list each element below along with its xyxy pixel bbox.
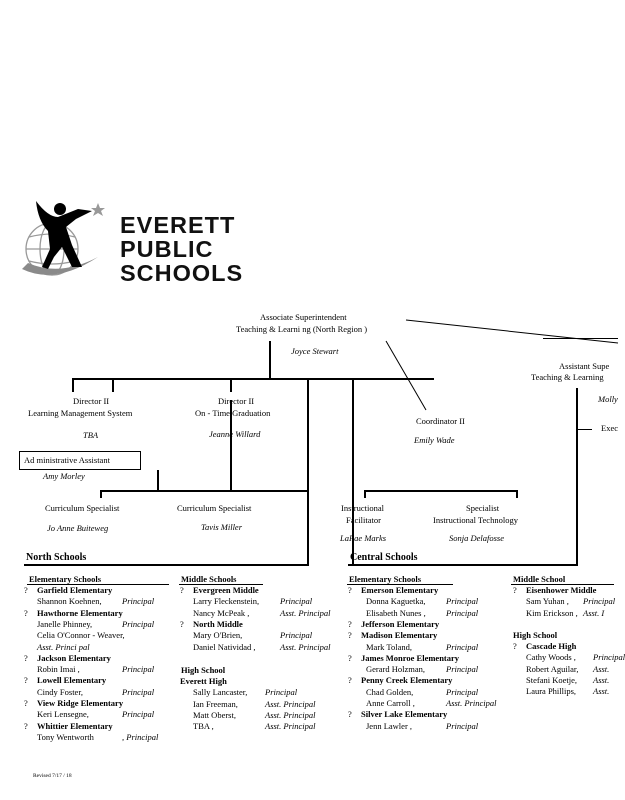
logo-emblem-icon xyxy=(20,197,110,287)
central-schools-header: Central Schools xyxy=(350,552,418,563)
staff-role: Principal xyxy=(446,641,479,652)
line-north-trunk xyxy=(307,378,309,565)
staff-role: Principal xyxy=(122,618,155,629)
line-central-right xyxy=(576,388,578,565)
staff-name: Cindy Foster, xyxy=(37,686,83,697)
staff-name: Stefani Koetje, xyxy=(526,674,577,685)
staff-name: Anne Carroll , xyxy=(366,698,415,708)
dir-grad-name: Jeanne Willard xyxy=(209,429,261,439)
north-elementary-list xyxy=(24,586,174,746)
staff-name: Chad Golden, xyxy=(366,686,414,697)
school-name: Jefferson Elementary xyxy=(361,618,440,629)
school-name: Eisenhower Middle xyxy=(526,585,597,595)
line-assoc-down xyxy=(269,341,271,379)
school-name: Everett High xyxy=(180,676,227,686)
line-left-drop xyxy=(72,378,74,392)
logo-text-everett: EVERETT xyxy=(120,212,236,238)
assoc-central-title1: Assistant Supe xyxy=(559,361,610,371)
line-curriculum-bar xyxy=(100,490,307,492)
line-dir-grad xyxy=(230,378,232,392)
assoc-north-title2: Teaching & Learni ng (North Region ) xyxy=(236,324,368,334)
school-name: Whittier Elementary xyxy=(37,720,113,731)
curr-spec-2-title: Curriculum Specialist xyxy=(177,503,252,513)
staff-name: Robin Imai , xyxy=(37,664,80,675)
line-director-bar xyxy=(72,378,434,380)
staff-name: Donna Kaguetka, xyxy=(366,596,426,607)
staff-name: Mary O'Brien, xyxy=(193,630,243,641)
staff-role: Asst. Principal xyxy=(265,721,316,732)
bullet-icon: ? xyxy=(24,652,28,663)
staff-name: Celia O'Connor - Weaver, xyxy=(37,630,125,641)
bullet-icon: ? xyxy=(348,618,352,629)
dir-grad-title2: On - Time Graduation xyxy=(195,408,271,418)
central-elementary-list xyxy=(348,586,508,746)
instr-tech-name: Sonja Delafosse xyxy=(449,533,505,543)
staff-role: Principal xyxy=(280,596,313,607)
school-name: Lowell Elementary xyxy=(37,675,107,686)
staff-name: Shannon Koehnen, xyxy=(37,596,102,607)
school-name: James Monroe Elementary xyxy=(361,652,460,663)
assoc-north-name: Joyce Stewart xyxy=(291,346,339,356)
north-middle-header: Middle Schools xyxy=(181,574,237,584)
bullet-icon: ? xyxy=(348,652,352,663)
assoc-central-title2: Teaching & Learning xyxy=(531,372,604,382)
staff-name: Matt Oberst, xyxy=(193,709,236,720)
staff-name: Elisabeth Nunes , xyxy=(366,607,426,618)
admin-assistant-name: Amy Morley xyxy=(43,471,85,481)
school-name: Jackson Elementary xyxy=(37,652,111,663)
assoc-central-sub: Exec xyxy=(601,423,618,433)
staff-name: Ian Freeman, xyxy=(193,698,238,709)
staff-role: Principal xyxy=(446,607,479,618)
instr-facilitator-name: LaRae Marks xyxy=(340,533,387,543)
staff-name: Robert Aguilar, xyxy=(526,663,579,674)
staff-name: Tony Wentworth xyxy=(37,731,94,742)
school-name: Evergreen Middle xyxy=(193,585,259,595)
staff-name: Gerard Holzman, xyxy=(366,664,426,675)
staff-name: TBA , xyxy=(193,721,214,732)
north-high-header: High School xyxy=(181,665,226,675)
curr-spec-1-title: Curriculum Specialist xyxy=(45,503,120,513)
logo-text-public: PUBLIC xyxy=(120,236,214,262)
bullet-icon: ? xyxy=(180,585,184,595)
line-instr1 xyxy=(364,490,366,498)
staff-role: Principal xyxy=(122,596,155,607)
staff-role: Asst. xyxy=(593,674,610,685)
staff-role: Asst. Princi pal xyxy=(37,641,90,652)
staff-role: Principal xyxy=(583,596,616,607)
staff-role: Principal xyxy=(122,686,155,697)
staff-role: Principal xyxy=(446,686,479,697)
staff-name: Cathy Woods , xyxy=(526,652,576,663)
assoc-north-title1: Associate Superintendent xyxy=(260,312,347,322)
logo-text-schools: SCHOOLS xyxy=(120,260,244,286)
dir-systems-title1: Director II xyxy=(73,396,110,406)
bullet-icon: ? xyxy=(513,585,517,595)
north-middle-list xyxy=(180,585,331,666)
staff-role: Asst. Principal xyxy=(280,641,331,652)
staff-role: Principal xyxy=(280,630,313,641)
north-elem-header: Elementary Schools xyxy=(29,574,102,584)
line-exec-stub xyxy=(578,429,592,430)
school-name: Emerson Elementary xyxy=(361,585,439,595)
staff-role: Principal xyxy=(446,664,479,675)
dir-systems-title2: Learning Management System xyxy=(28,408,133,418)
staff-role: Principal xyxy=(265,687,298,698)
bullet-icon: ? xyxy=(24,607,28,618)
instr-facilitator-title2: Facilitator xyxy=(346,515,381,525)
staff-name: Kim Erickson , xyxy=(526,607,578,618)
school-name: Garfield Elementary xyxy=(37,585,113,595)
staff-name: Keri Lensegne, xyxy=(37,709,89,720)
bullet-icon: ? xyxy=(348,675,352,686)
bullet-icon: ? xyxy=(348,709,352,720)
bullet-icon: ? xyxy=(348,585,352,595)
staff-name: Nancy McPeak , xyxy=(193,607,250,618)
staff-name: Daniel Natividad , xyxy=(193,641,256,652)
bullet-icon: ? xyxy=(180,618,184,629)
line-north-base xyxy=(24,564,309,566)
bullet-icon: ? xyxy=(24,720,28,731)
staff-role: Asst. Principal xyxy=(446,698,497,708)
central-middle-list xyxy=(513,586,618,626)
school-name: View Ridge Elementary xyxy=(37,698,124,708)
staff-name: Jenn Lawler , xyxy=(366,720,413,731)
central-high-header: High School xyxy=(513,630,558,640)
staff-role: , Principal xyxy=(122,731,159,742)
school-name: Hawthorne Elementary xyxy=(37,607,123,618)
staff-role: Asst. xyxy=(593,663,610,674)
line-curr2 xyxy=(157,470,159,492)
dir-grad-title1: Director II xyxy=(218,396,255,406)
central-middle-header: Middle School xyxy=(513,574,566,584)
staff-role: Asst. I xyxy=(583,607,605,618)
logo xyxy=(20,197,244,287)
line-instr-bar xyxy=(364,490,518,492)
staff-name: Laura Phillips, xyxy=(526,686,577,697)
line-instr2 xyxy=(516,490,518,498)
staff-name: Larry Fleckenstein, xyxy=(193,596,260,607)
admin-assistant-title: Ad ministrative Assistant xyxy=(24,455,110,465)
staff-role: Asst. Principal xyxy=(265,698,316,709)
line-dir-systems xyxy=(112,378,114,392)
curr-spec-2-name: Tavis Miller xyxy=(201,522,243,532)
staff-role: Principal xyxy=(593,652,625,663)
dir-systems-name: TBA xyxy=(83,430,99,440)
school-name: North Middle xyxy=(193,618,243,629)
school-name: Cascade High xyxy=(526,641,577,651)
bullet-icon: ? xyxy=(348,630,352,641)
school-name: Penny Creek Elementary xyxy=(361,675,453,686)
assoc-central-name: Molly xyxy=(598,394,618,404)
bullet-icon: ? xyxy=(24,675,28,686)
central-elem-header: Elementary Schools xyxy=(349,574,422,584)
central-high-list xyxy=(513,641,625,722)
staff-role: Asst. Principal xyxy=(280,607,331,618)
staff-role: Asst. Principal xyxy=(265,709,316,720)
school-name: Madison Elementary xyxy=(361,630,438,641)
bullet-icon: ? xyxy=(24,698,28,708)
instr-tech-title1: Specialist xyxy=(466,503,500,513)
north-schools-header: North Schools xyxy=(26,552,87,563)
staff-role: Principal xyxy=(122,664,155,675)
staff-role: Principal xyxy=(446,720,479,731)
staff-role: Asst. xyxy=(593,686,610,697)
bullet-icon: ? xyxy=(24,585,28,595)
staff-name: Sam Yuhan , xyxy=(526,596,569,607)
coordinator-name: Emily Wade xyxy=(414,435,455,445)
staff-role: Principal xyxy=(122,709,155,720)
curr-spec-1-name: Jo Anne Buiteweg xyxy=(47,523,109,533)
staff-name: Mark Toland, xyxy=(366,641,412,652)
staff-name: Janelle Phinney, xyxy=(37,618,93,629)
coordinator-title: Coordinator II xyxy=(416,416,465,426)
instr-facilitator-title1: Instructional xyxy=(341,503,384,513)
staff-role: Principal xyxy=(446,596,479,607)
line-curr1 xyxy=(100,490,102,498)
north-high-list xyxy=(180,677,320,737)
staff-name: Sally Lancaster, xyxy=(193,687,248,698)
revised-date: Revised 7/17 / 18 xyxy=(33,773,72,779)
instr-tech-title2: Instructional Technology xyxy=(433,515,518,525)
bullet-icon: ? xyxy=(513,641,517,651)
line-assist-top xyxy=(543,338,618,339)
school-name: Silver Lake Elementary xyxy=(361,709,448,720)
line-central-base xyxy=(348,564,578,566)
